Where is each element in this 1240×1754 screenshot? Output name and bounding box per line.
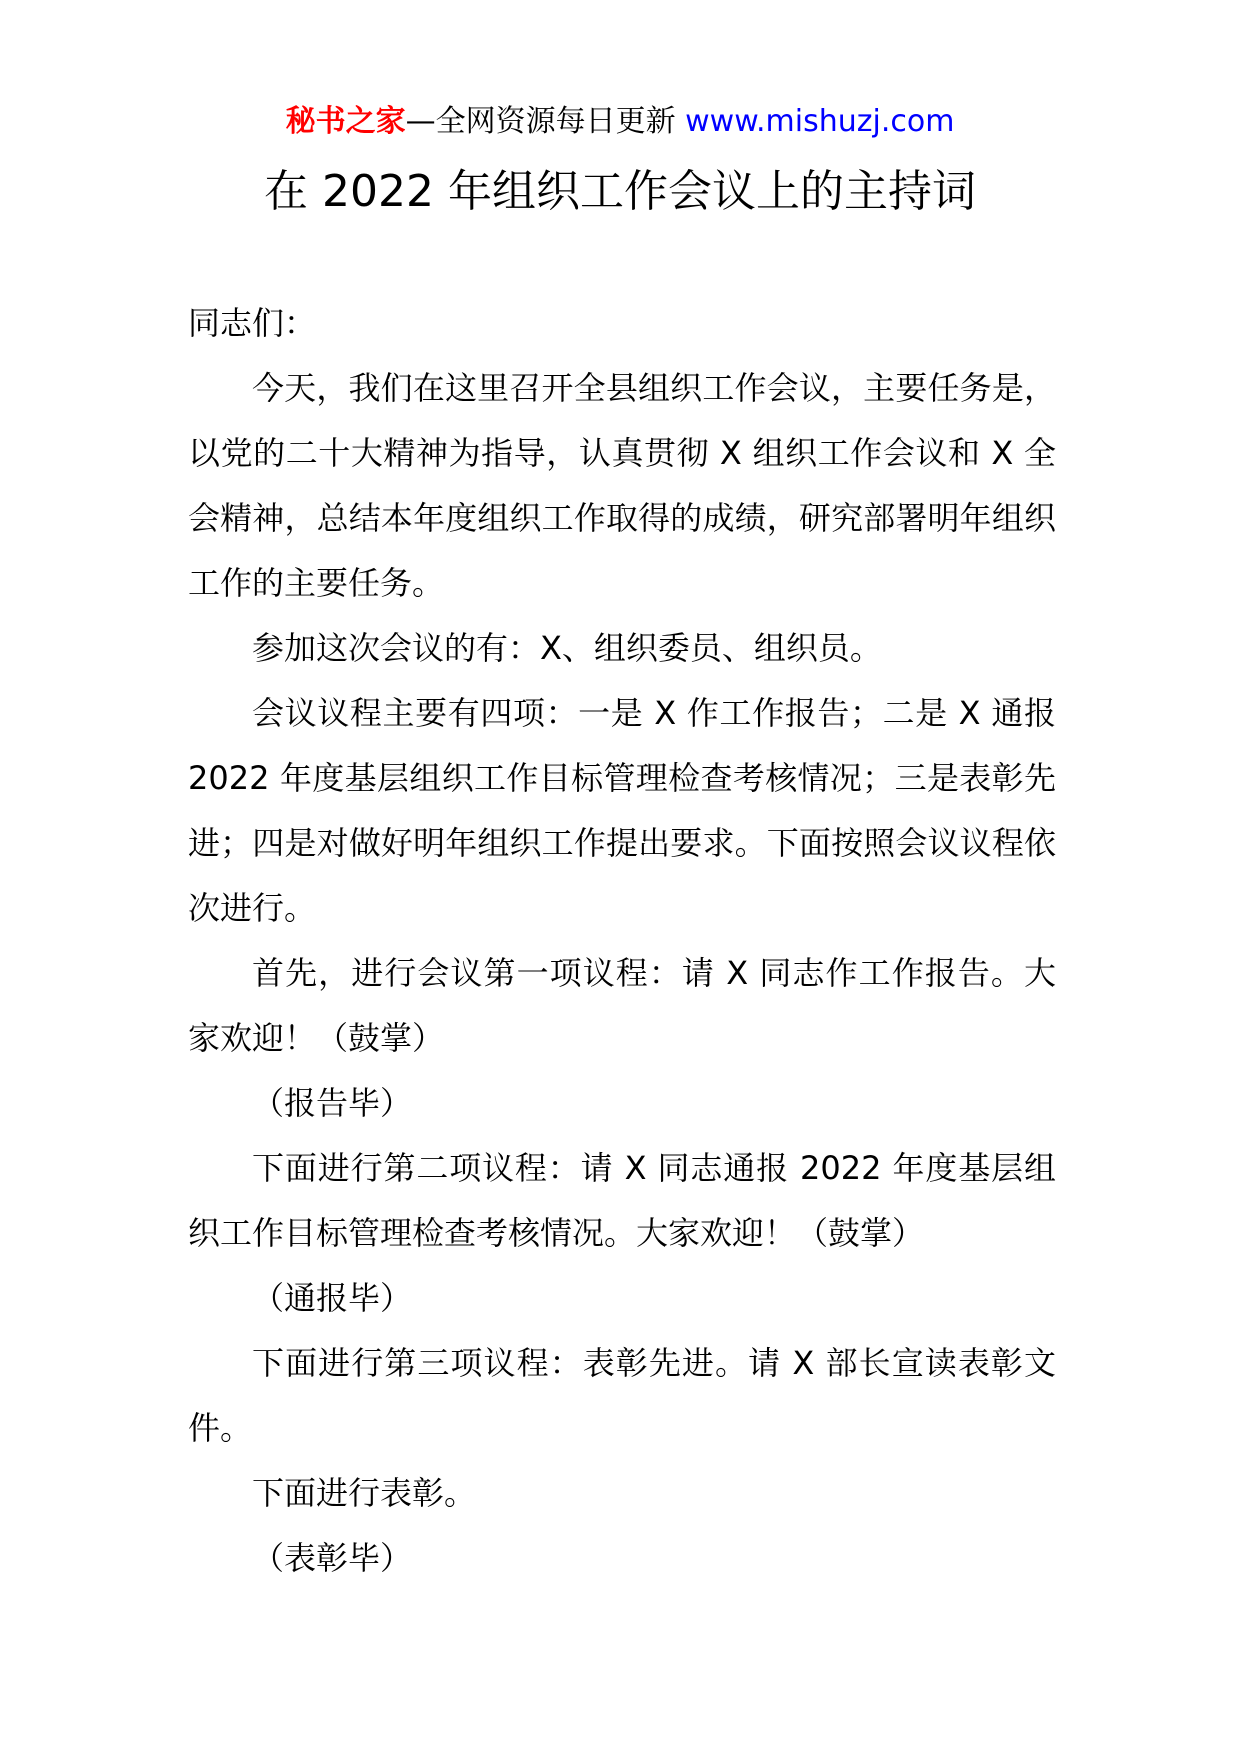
header-slogan: —全网资源每日更新 xyxy=(405,104,676,139)
site-link[interactable]: www.mishuzj.com xyxy=(685,104,955,139)
paragraph: （通报毕） xyxy=(252,1279,413,1317)
salutation: 同志们： xyxy=(188,304,317,342)
site-header xyxy=(0,100,1240,144)
paragraph: （报告毕） xyxy=(252,1084,413,1122)
paragraph: 参加这次会议的有：X、组织委员、组织员。 xyxy=(252,629,882,667)
paragraph: 下面进行第三项议程：表彰先进。请 X 部长宣读表彰文件。 xyxy=(188,1344,1056,1447)
document-body xyxy=(188,291,1056,1591)
paragraph: 会议议程主要有四项：一是 X 作工作报告；二是 X 通报 2022 年度基层组织工作目标管理检查考核情况；三是表彰先进；四是对做好明年组织工作提出要求。下面按照会议议程依次进行。 xyxy=(188,694,1056,927)
document-title: 在 2022 年组织工作会议上的主持词 xyxy=(264,166,976,217)
paragraph: 今天，我们在这里召开全县组织工作会议，主要任务是，以党的二十大精神为指导，认真贯彻 X 组织工作会议和 X 全会精神，总结本年度组织工作取得的成绩，研究部署明年组织工作的主要任务。 xyxy=(188,369,1056,602)
paragraph: 首先，进行会议第一项议程：请 X 同志作工作报告。大家欢迎！（鼓掌） xyxy=(188,954,1056,1057)
paragraph: （表彰毕） xyxy=(252,1539,413,1577)
paragraph: 下面进行表彰。 xyxy=(252,1474,477,1512)
brand-name: 秘书之家 xyxy=(285,104,406,139)
paragraph: 下面进行第二项议程：请 X 同志通报 2022 年度基层组织工作目标管理检查考核情况。大家欢迎！（鼓掌） xyxy=(188,1149,1056,1252)
